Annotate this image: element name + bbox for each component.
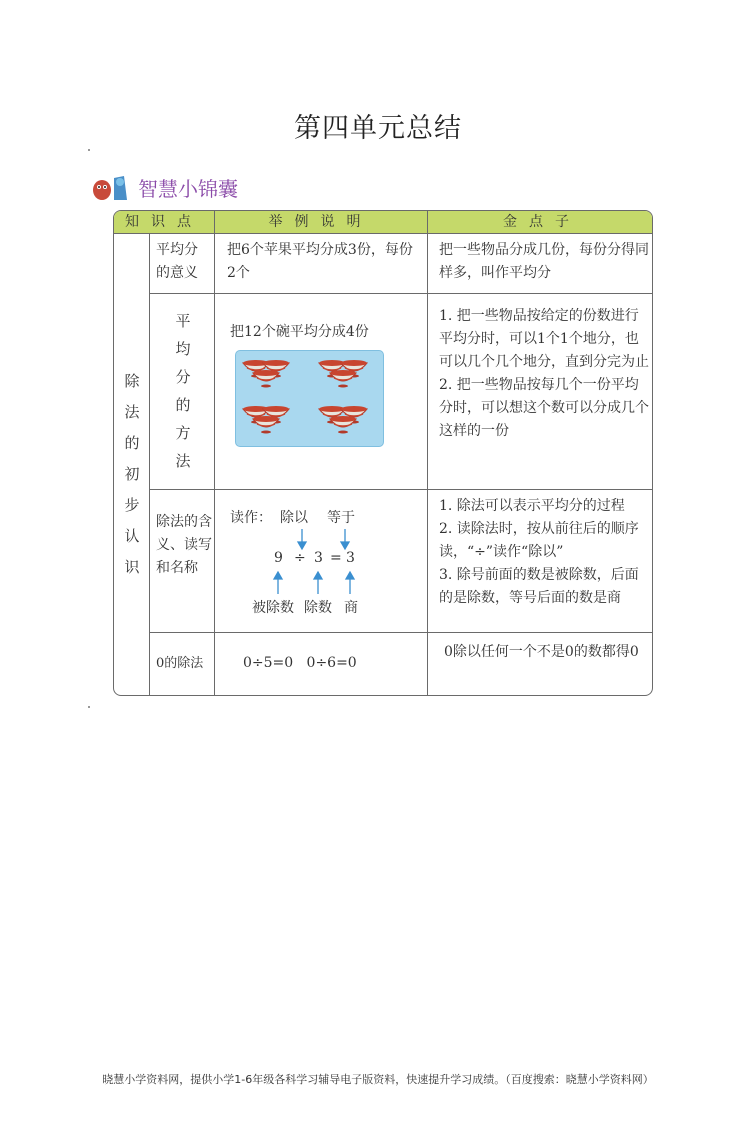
- bowl-icon: [330, 370, 356, 388]
- tip-cell: 1. 除法可以表示平均分的过程 2. 读除法时，按从前往后的顺序读，“÷”读作“除以” 3. 除号前面的数是被除数，后面的是除数，等号后面的数是商: [439, 498, 639, 606]
- scan-dot: [88, 149, 90, 151]
- divide-sign: ÷: [294, 550, 306, 566]
- tip-cell: 把一些物品分成几份，每份分得同样多，叫作平均分: [439, 242, 649, 281]
- example-cell: 0÷5=0 0÷6=0: [243, 655, 357, 671]
- topic-cell: [172, 307, 194, 475]
- divisor: 3: [314, 550, 323, 566]
- vertical-char: 的: [175, 396, 191, 414]
- bowl-icon: [330, 416, 356, 434]
- divider: [149, 233, 150, 696]
- bowl-icon: [253, 370, 279, 388]
- dividend: 9: [274, 550, 283, 566]
- read-prefix: 读作：: [230, 510, 272, 526]
- example-cell: 把12个碗平均分成4份: [230, 324, 369, 340]
- vertical-char: 均: [175, 340, 191, 358]
- vertical-char: 分: [175, 368, 191, 386]
- name-divisor: 除数: [304, 600, 332, 616]
- mascot-icon: [90, 170, 132, 204]
- header-cell: 知识点: [114, 211, 214, 234]
- divider: [427, 211, 428, 696]
- topic-cell: 除法的含义、读写和名称: [156, 514, 212, 576]
- divider: [149, 489, 653, 490]
- category-label: [121, 366, 143, 583]
- header-cell: 举例说明: [214, 211, 427, 234]
- vertical-char: 步: [124, 496, 140, 514]
- summary-table: [113, 210, 653, 696]
- vertical-char: 方: [175, 424, 191, 442]
- read-equals: 等于: [327, 510, 355, 526]
- bowls-illustration: [236, 351, 383, 446]
- division-example: [230, 501, 420, 621]
- bowl-icon: [253, 416, 279, 434]
- vertical-char: 法: [124, 403, 140, 421]
- footer-text: 晓慧小学资料网，提供小学1-6年级各科学习辅导电子版资料，快速提升学习成绩。（百度搜索：晓慧小学资料网）: [102, 1073, 654, 1086]
- tip-banner: [90, 170, 238, 204]
- tip-cell: 1. 把一些物品按给定的份数进行平均分时，可以1个1个地分，也可以几个几个地分，直到分完为止 2. 把一些物品按每几个一份平均分时，可以想这个数可以分成几个这样的一份: [439, 308, 649, 439]
- topic-cell: 平均分的意义: [156, 242, 198, 281]
- equals-sign: =: [330, 550, 342, 566]
- name-dividend: 被除数: [252, 600, 294, 616]
- divider: [149, 632, 653, 633]
- vertical-char: 的: [124, 434, 140, 452]
- vertical-char: 平: [175, 312, 191, 330]
- vertical-char: 初: [124, 465, 140, 483]
- vertical-char: 识: [124, 558, 140, 576]
- bowl-image: [235, 350, 384, 447]
- banner-label: 智慧小锦囊: [138, 176, 238, 201]
- divider: [149, 293, 653, 294]
- header-cell: 金点子: [427, 211, 653, 234]
- vertical-char: 法: [175, 452, 191, 470]
- example-cell: 把6个苹果平均分成3份，每份2个: [227, 242, 413, 281]
- name-quotient: 商: [344, 600, 358, 616]
- tip-cell: 0除以任何一个不是0的数都得0: [444, 644, 639, 660]
- divider: [214, 211, 215, 696]
- read-divide: 除以: [280, 510, 308, 526]
- vertical-char: 除: [124, 372, 140, 390]
- quotient: 3: [346, 550, 355, 566]
- vertical-char: 认: [124, 527, 140, 545]
- scan-dot: [88, 706, 90, 708]
- page-title: 第四单元总结: [294, 113, 462, 144]
- topic-cell: 0的除法: [156, 656, 204, 671]
